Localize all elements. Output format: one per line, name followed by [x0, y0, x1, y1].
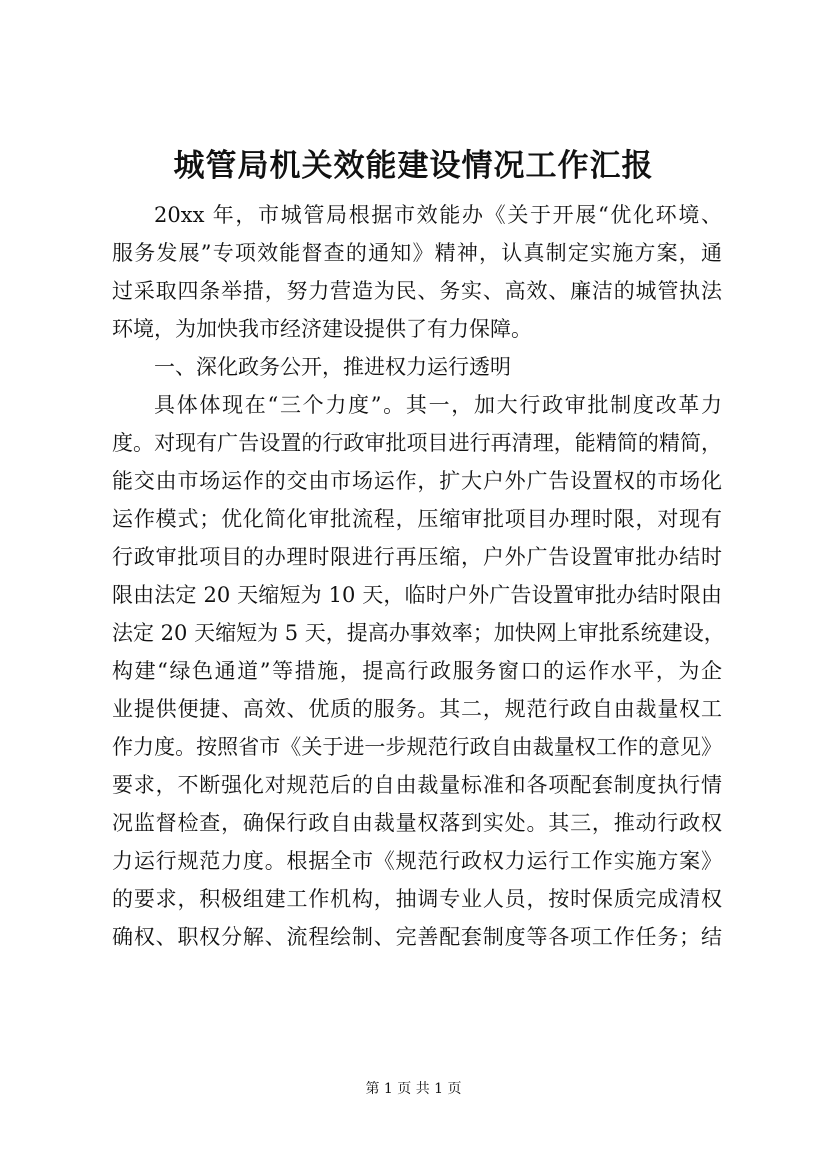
text-line: 确权、职权分解、流程绘制、完善配套制度等各项工作任务；结	[112, 925, 722, 949]
text-line: 业提供便捷、高效、优质的服务。其二，规范行政自由裁量权工	[112, 697, 722, 721]
text-line: 作力度。按照省市《关于进一步规范行政自由裁量权工作的意见》	[112, 735, 722, 759]
text-line: 具体体现在“三个力度”。其一，加大行政审批制度改革力	[154, 393, 722, 417]
text-line: 要求，不断强化对规范后的自由裁量标准和各项配套制度执行情	[112, 773, 722, 797]
text-line: 限由法定 20 天缩短为 10 天，临时户外广告设置审批办结时限由	[112, 583, 722, 607]
document-body	[112, 196, 725, 956]
text-line: 服务发展”专项效能督查的通知》精神，认真制定实施方案，通	[112, 241, 722, 265]
text-line: 能交由市场运作的交由市场运作，扩大户外广告设置权的市场化	[112, 469, 722, 493]
section-heading: 一、深化政务公开，推进权力运行透明	[154, 355, 511, 379]
text-line: 度。对现有广告设置的行政审批项目进行再清理，能精简的精简，	[112, 431, 722, 455]
text-line: 力运行规范力度。根据全市《规范行政权力运行工作实施方案》	[112, 849, 722, 873]
text-line: 环境，为加快我市经济建设提供了有力保障。	[112, 317, 532, 341]
text-line: 构建“绿色通道”等措施，提高行政服务窗口的运作水平，为企	[112, 659, 722, 683]
text-line: 运作模式；优化简化审批流程，压缩审批项目办理时限，对现有	[112, 507, 722, 531]
document-title: 城管局机关效能建设情况工作汇报	[173, 148, 654, 184]
text-line: 的要求，积极组建工作机构，抽调专业人员，按时保质完成清权	[112, 887, 722, 911]
text-line: 况监督检查，确保行政自由裁量权落到实处。其三，推动行政权	[112, 811, 722, 835]
text-line: 行政审批项目的办理时限进行再压缩，户外广告设置审批办结时	[112, 545, 722, 569]
text-line: 20xx 年，市城管局根据市效能办《关于开展“优化环境、	[154, 203, 722, 227]
text-line: 法定 20 天缩短为 5 天，提高办事效率；加快网上审批系统建设，	[112, 621, 725, 645]
page-footer: 第 1 页 共 1 页	[365, 1081, 462, 1097]
text-line: 过采取四条举措，努力营造为民、务实、高效、廉洁的城管执法	[112, 279, 722, 303]
